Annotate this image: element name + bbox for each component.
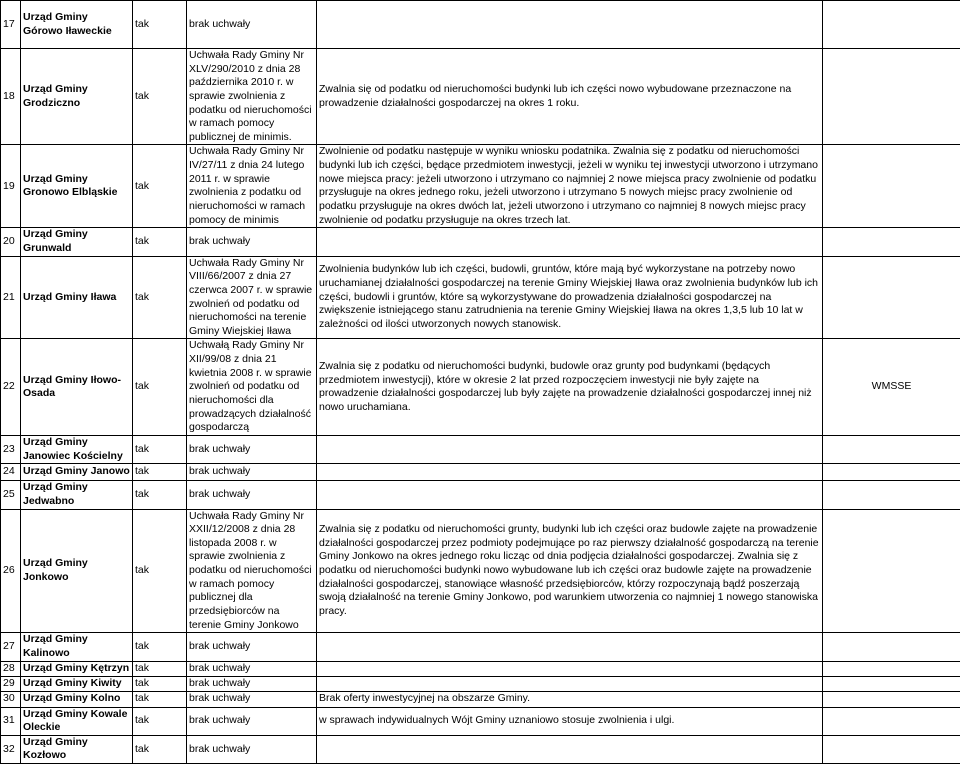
municipality-name[interactable]: Urząd Gminy Janowiec Kościelny	[21, 435, 133, 463]
description-cell[interactable]: Zwalnia się z podatku od nieruchomości grunty, budynki lub ich części oraz budowle zajęte na prowadzenie działalności gospodarczej przez podmioty podejmujące po raz pierwszy działalność gospodarczą na terenie Gminy Jonkowo na okres jednego roku licząc od dnia podjęcia działalności gospodarczej. Zwalnia się z podatku od nieruchomości budynki nowo wybudowane lub ich części oraz budowle zajęte na prowadzenie działalności gospodarczej, stanowiące własność przedsiębiorców, którzy rozpoczynają bądź poszerzają swoją działalność na terenie Gminy Jonkowo, pod warunkiem utworzenia co najmniej 1 nowego stanowiska pracy.	[317, 509, 823, 633]
table-row	[1, 339, 960, 435]
municipality-name[interactable]: Urząd Gminy Iława	[21, 256, 133, 339]
row-number[interactable]: 26	[1, 509, 21, 633]
table-row	[1, 707, 960, 735]
notes-cell[interactable]	[823, 256, 960, 339]
table-row	[1, 676, 960, 691]
status-cell[interactable]: tak	[133, 228, 187, 256]
municipality-name[interactable]: Urząd Gminy Kowale Oleckie	[21, 707, 133, 735]
municipality-name[interactable]: Urząd Gminy Grodziczno	[21, 49, 133, 145]
table-row	[1, 145, 960, 228]
notes-cell[interactable]: WMSSE	[823, 339, 960, 435]
resolution-cell[interactable]: Uchwała Rady Gminy Nr XXII/12/2008 z dnia 28 listopada 2008 r. w sprawie zwolnienia z podatku od nieruchomości w ramach pomocy publicznej dla przedsiębiorców na terenie Gminy Jonkowo	[187, 509, 317, 633]
municipality-name[interactable]: Urząd Gminy Kalinowo	[21, 633, 133, 661]
notes-cell[interactable]	[823, 735, 960, 763]
description-cell[interactable]: Zwalnia się z podatku od nieruchomości budynki, budowle oraz grunty pod budynkami (będących przedmiotem inwestycji), które w okresie 2 lat przed rozpoczęciem inwestycji nie były zajęte na prowadzenie działalności gospodarczej lub były zajęte na prowadzenie działalności gospodarczej innej niż nowo uruchamiana.	[317, 339, 823, 435]
notes-cell[interactable]	[823, 464, 960, 481]
table-row	[1, 435, 960, 463]
row-number[interactable]: 32	[1, 735, 21, 763]
notes-cell[interactable]	[823, 145, 960, 228]
municipality-name[interactable]: Urząd Gminy Janowo	[21, 464, 133, 481]
resolution-cell[interactable]: brak uchwały	[187, 464, 317, 481]
resolution-cell[interactable]: brak uchwały	[187, 691, 317, 707]
description-cell[interactable]	[317, 435, 823, 463]
resolution-cell[interactable]: brak uchwały	[187, 633, 317, 661]
row-number[interactable]: 24	[1, 464, 21, 481]
status-cell[interactable]: tak	[133, 735, 187, 763]
status-cell[interactable]: tak	[133, 1, 187, 49]
municipality-name[interactable]: Urząd Gminy Kozłowo	[21, 735, 133, 763]
notes-cell[interactable]	[823, 691, 960, 707]
notes-cell[interactable]	[823, 1, 960, 49]
resolution-cell[interactable]: brak uchwały	[187, 481, 317, 509]
table-row	[1, 481, 960, 509]
description-cell[interactable]	[317, 735, 823, 763]
table-row	[1, 691, 960, 707]
status-cell[interactable]: tak	[133, 509, 187, 633]
row-number[interactable]: 19	[1, 145, 21, 228]
status-cell[interactable]: tak	[133, 707, 187, 735]
description-cell[interactable]: Brak oferty inwestycyjnej na obszarze Gminy.	[317, 691, 823, 707]
row-number[interactable]: 20	[1, 228, 21, 256]
municipality-name[interactable]: Urząd Gminy Grunwald	[21, 228, 133, 256]
municipality-name[interactable]: Urząd Gminy Jedwabno	[21, 481, 133, 509]
row-number[interactable]: 28	[1, 661, 21, 676]
notes-cell[interactable]	[823, 676, 960, 691]
row-number[interactable]: 27	[1, 633, 21, 661]
table-row	[1, 1, 960, 49]
municipality-name[interactable]: Urząd Gminy Kętrzyn	[21, 661, 133, 676]
status-cell[interactable]: tak	[133, 49, 187, 145]
municipality-name[interactable]: Urząd Gminy Jonkowo	[21, 509, 133, 633]
resolution-cell[interactable]: brak uchwały	[187, 707, 317, 735]
description-cell[interactable]	[317, 464, 823, 481]
notes-cell[interactable]	[823, 509, 960, 633]
description-cell[interactable]: Zwolnienia budynków lub ich części, budowli, gruntów, które mają być wykorzystane na potrzeby nowo uruchamianej działalności gospodarczej na terenie Gminy Wiejskiej Iława oraz zwolnienia budynków lub ich części, budowli i gruntów, które są wykorzystywane do prowadzenia działalności gospodarczej na zwiększenie istniejącego stanu zatrudnienia na terenie Gminy Wiejskiej Iława na okres 1,3,5 lub 10 lat w zależności od ilości utworzonych nowych stanowisk.	[317, 256, 823, 339]
table-row	[1, 49, 960, 145]
status-cell[interactable]: tak	[133, 464, 187, 481]
notes-cell[interactable]	[823, 633, 960, 661]
status-cell[interactable]: tak	[133, 435, 187, 463]
description-cell[interactable]: Zwolnienie od podatku następuje w wyniku wniosku podatnika. Zwalnia się z podatku od nieruchomości budynki lub ich części, będące przedmiotem inwestycji, jeżeli w wyniku tej inwestycji utworzono i utrzymano nowe miejsca pracy: jeżeli utworzono i utrzymano co najmniej 2 nowe miejsca pracy zwolnienie od podatku przysługuje na okres jednego roku, jeżeli utworzono i utrzymano 5 nowych miejsc pracy zwolnienie od podatku przysługuje na okres dwóch lat, jeżeli utworzono i utrzymano co najmniej 8 nowych miejsc pracy zwolnienie od podatku przysługuje na okres trzech lat.	[317, 145, 823, 228]
row-number[interactable]: 23	[1, 435, 21, 463]
resolution-cell[interactable]: brak uchwały	[187, 735, 317, 763]
status-cell[interactable]: tak	[133, 676, 187, 691]
row-number[interactable]: 30	[1, 691, 21, 707]
status-cell[interactable]: tak	[133, 633, 187, 661]
resolution-cell[interactable]: Uchwała Rady Gminy Nr IV/27/11 z dnia 24 lutego 2011 r. w sprawie zwolnienia z podatku od nieruchomości w ramach pomocy de minimis	[187, 145, 317, 228]
row-number[interactable]: 21	[1, 256, 21, 339]
table-row	[1, 661, 960, 676]
resolution-cell[interactable]: brak uchwały	[187, 1, 317, 49]
row-number[interactable]: 17	[1, 1, 21, 49]
notes-cell[interactable]	[823, 49, 960, 145]
status-cell[interactable]: tak	[133, 145, 187, 228]
table-row	[1, 464, 960, 481]
resolution-cell[interactable]: brak uchwały	[187, 676, 317, 691]
description-cell[interactable]	[317, 228, 823, 256]
row-number[interactable]: 18	[1, 49, 21, 145]
status-cell[interactable]: tak	[133, 691, 187, 707]
status-cell[interactable]: tak	[133, 256, 187, 339]
description-cell[interactable]	[317, 661, 823, 676]
notes-cell[interactable]	[823, 228, 960, 256]
table-row	[1, 735, 960, 763]
notes-cell[interactable]	[823, 661, 960, 676]
municipality-name[interactable]: Urząd Gminy Gronowo Elbląskie	[21, 145, 133, 228]
notes-cell[interactable]	[823, 435, 960, 463]
notes-cell[interactable]	[823, 707, 960, 735]
municipality-name[interactable]: Urząd Gminy Kiwity	[21, 676, 133, 691]
row-number[interactable]: 22	[1, 339, 21, 435]
description-cell[interactable]: Zwalnia się od podatku od nieruchomości budynki lub ich części nowo wybudowane przeznaczone na prowadzenie działalności gospodarczej na okres 1 roku.	[317, 49, 823, 145]
municipality-name[interactable]: Urząd Gminy Kolno	[21, 691, 133, 707]
row-number[interactable]: 25	[1, 481, 21, 509]
row-number[interactable]: 29	[1, 676, 21, 691]
resolution-cell[interactable]: brak uchwały	[187, 661, 317, 676]
table-row	[1, 228, 960, 256]
row-number[interactable]: 31	[1, 707, 21, 735]
status-cell[interactable]: tak	[133, 481, 187, 509]
description-cell[interactable]: w sprawach indywidualnych Wójt Gminy uznaniowo stosuje zwolnienia i ulgi.	[317, 707, 823, 735]
resolution-cell[interactable]: brak uchwały	[187, 435, 317, 463]
resolution-cell[interactable]: Uchwała Rady Gminy Nr VIII/66/2007 z dnia 27 czerwca 2007 r. w sprawie zwolnień od podatku od nieruchomości na terenie Gminy Wiejskiej Iława	[187, 256, 317, 339]
description-cell[interactable]	[317, 676, 823, 691]
description-cell[interactable]	[317, 1, 823, 49]
description-cell[interactable]	[317, 633, 823, 661]
table-row	[1, 509, 960, 633]
notes-cell[interactable]	[823, 481, 960, 509]
resolution-cell[interactable]: brak uchwały	[187, 228, 317, 256]
municipality-name[interactable]: Urząd Gminy Iłowo-Osada	[21, 339, 133, 435]
description-cell[interactable]	[317, 481, 823, 509]
status-cell[interactable]: tak	[133, 661, 187, 676]
table-row	[1, 633, 960, 661]
municipality-name[interactable]: Urząd Gminy Górowo Iławeckie	[21, 1, 133, 49]
status-cell[interactable]: tak	[133, 339, 187, 435]
resolution-cell[interactable]: Uchwałą Rady Gminy Nr XII/99/08 z dnia 21 kwietnia 2008 r. w sprawie zwolnień od podatku od nieruchomości dla prowadzących działalność gospodarczą	[187, 339, 317, 435]
table-row	[1, 256, 960, 339]
resolution-cell[interactable]: Uchwała Rady Gminy Nr XLV/290/2010 z dnia 28 października 2010 r. w sprawie zwolnienia z podatku od nieruchomości w ramach pomocy publicznej de minimis.	[187, 49, 317, 145]
